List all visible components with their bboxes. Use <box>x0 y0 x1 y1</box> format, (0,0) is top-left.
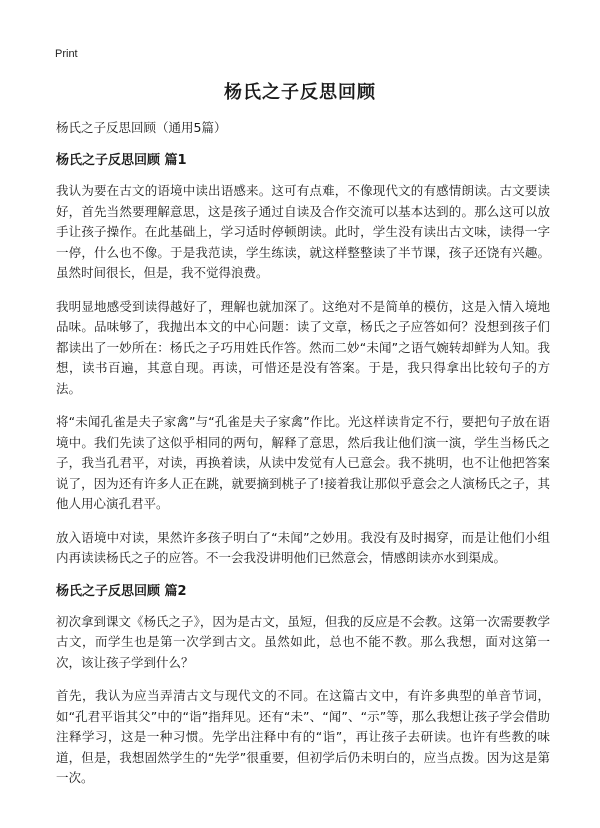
paragraph: 初次拿到课文《杨氏之子》，因为是古文，虽短，但我的反应是不会教。这第一次需要教学古文，而学生也是第一次学到古文。虽然如此，总也不能不教。那么我想，面对这第一次，该让孩子学到什么？ <box>56 613 550 670</box>
section-1 <box>56 151 550 569</box>
paragraph: 首先，我认为应当弄清古文与现代文的不同。在这篇古文中，有许多典型的单音节词，如“孔君平诣其父”中的“诣”指拜见。还有“未”、“闻”、“示”等，那么我想让孩子学会借助注释学习，这是一种习惯。先学出注释中有的“诣”，再让孩子去研读。也许有些教的味道，但是，我想固然学生的“先学”很重要，但初学后仍未明白的，应当点拨。因为这是第一次。 <box>56 688 550 785</box>
paragraph: 将“未闻孔雀是夫子家禽”与“孔雀是夫子家禽”作比。光这样读肯定不行，要把句子放在语境中。我们先读了这似乎相同的两句，解释了意思，然后我让他们演一演，学生当杨氏之子，我当孔君平，对读，再换着读，从读中发觉有人已意会。我不挑明，也不让他把答案说了，因为还有许多人正在跳，就要摘到桃子了!接着我让那似乎意会之人演杨氏之子，其他人用心演孔君平。 <box>56 414 550 511</box>
section-heading: 杨氏之子反思回顾 篇2 <box>56 583 187 599</box>
paragraph: 我明显地感受到读得越好了，理解也就加深了。这绝对不是简单的模仿，这是入情入境地品味。品味够了，我抛出本文的中心问题：读了文章，杨氏之子应答如何？没想到孩子们都读出了一妙所在：杨氏之子巧用姓氏作答。然而二妙“未闻”之语气婉转却鲜为人知。我想，读书百遍，其意自现。再读，可惜还是没有答案。于是，我只得拿出比较句子的方法。 <box>56 298 550 396</box>
page-title: 杨氏之子反思回顾 <box>224 82 376 103</box>
section-2 <box>56 582 550 789</box>
section-heading: 杨氏之子反思回顾 篇1 <box>56 153 187 168</box>
print-link[interactable]: Print <box>55 48 78 60</box>
document-subtitle: 杨氏之子反思回顾（通用5篇） <box>56 120 227 135</box>
paragraph: 我认为要在古文的语境中读出语感来。这可有点难，不像现代文的有感情朗读。古文要读好，首先当然要理解意思，这是孩子通过自读及合作交流可以基本达到的。那么这可以放手让孩子操作。在此基础上，学习适时停顿朗读。此时，学生没有读出古文味，读得一字一停，什么也不像。于是我范读，学生练读，就这样整整读了半节课，孩子还饶有兴趣。虽然时间很长，但是，我不觉得浪费。 <box>56 183 550 280</box>
paragraph: 放入语境中对读，果然许多孩子明白了“未闻”之妙用。我没有及时揭穿，而是让他们小组内再读读杨氏之子的应答。不一会我没讲明他们已然意会，情感朗读亦水到渠成。 <box>56 529 550 565</box>
document-body <box>56 118 550 802</box>
